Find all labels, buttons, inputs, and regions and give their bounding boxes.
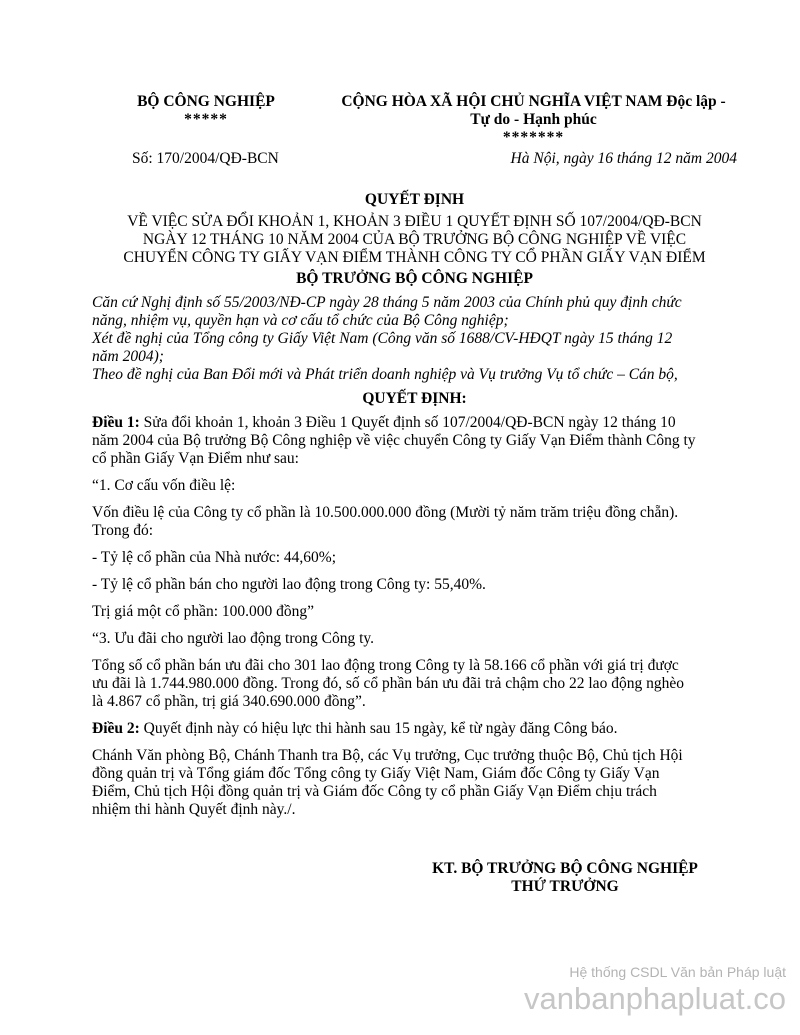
charter-line: Trong đó:: [92, 522, 154, 539]
signature-position: THỨ TRƯỞNG: [511, 878, 619, 895]
clause-3-heading: “3. Ưu đãi cho người lao động trong Công ty.: [92, 630, 375, 647]
preference-line: Tổng số cổ phần bán ưu đãi cho 301 lao động trong Công ty là 58.166 cổ phần với giá trị được: [92, 657, 679, 674]
subject-line: VỀ VIỆC SỬA ĐỔI KHOẢN 1, KHOẢN 3 ĐIỀU 1 QUYẾT ĐỊNH SỐ 107/2004/QĐ-BCN: [127, 213, 702, 230]
responsibility-paragraph: [92, 747, 737, 819]
basis-line: Căn cứ Nghị định số 55/2003/NĐ-CP ngày 28 tháng 5 năm 2003 của Chính phủ quy định chức: [92, 294, 682, 311]
document-title: QUYẾT ĐỊNH: [364, 191, 465, 208]
state-share: - Tỷ lệ cổ phần của Nhà nước: 44,60%;: [92, 549, 337, 566]
document-number: Số: 170/2004/QĐ-BCN: [132, 150, 279, 167]
subject-line: CHUYỂN CÔNG TY GIẤY VẠN ĐIỂM THÀNH CÔNG TY CỔ PHẦN GIẤY VẠN ĐIỂM: [123, 249, 706, 266]
charter-capital: [92, 504, 737, 540]
signature-block: [420, 860, 710, 896]
basis-line: Theo đề nghị của Ban Đổi mới và Phát triển doanh nghiệp và Vụ trưởng Vụ tổ chức – Cán bộ,: [92, 366, 678, 383]
document-header: [92, 93, 737, 173]
article-1-label: Điều 1:: [92, 414, 140, 431]
basis-line: năm 2004);: [92, 348, 164, 365]
ministry-block: [92, 93, 320, 129]
article-2-label: Điều 2:: [92, 720, 140, 737]
article-1-line: năm 2004 của Bộ trưởng Bộ Công nghiệp về việc chuyển Công ty Giấy Vạn Điểm thành Công ty: [92, 432, 696, 449]
decision-heading: QUYẾT ĐỊNH:: [362, 390, 467, 407]
article-1: [92, 414, 737, 468]
ministry-name: BỘ CÔNG NGHIỆP: [137, 93, 275, 110]
signature-title: KT. BỘ TRƯỞNG BỘ CÔNG NGHIỆP: [432, 860, 698, 877]
responsibility-line: nhiệm thi hành Quyết định này./.: [92, 801, 296, 818]
watermark-line-1: Hệ thống CSDL Văn bản Pháp luật: [569, 964, 786, 980]
preference-line: là 4.867 cổ phần, trị giá 340.690.000 đồng”.: [92, 693, 366, 710]
responsibility-line: Chánh Văn phòng Bộ, Chánh Thanh tra Bộ, các Vụ trưởng, Cục trưởng thuộc Bộ, Chủ tịch Hội: [92, 747, 683, 764]
clause-1-heading: “1. Cơ cấu vốn điều lệ:: [92, 477, 236, 494]
republic-line-1: CỘNG HÒA XÃ HỘI CHỦ NGHĨA VIỆT NAM Độc lập -: [341, 93, 726, 110]
article-1-text: Sửa đổi khoản 1, khoản 3 Điều 1 Quyết định số 107/2004/QĐ-BCN ngày 12 tháng 10: [139, 414, 676, 431]
article-1-line: cổ phần Giấy Vạn Điểm như sau:: [92, 450, 299, 467]
article-2-text: Quyết định này có hiệu lực thi hành sau 15 ngày, kể từ ngày đăng Công báo.: [139, 720, 618, 737]
republic-line-2: Tự do - Hạnh phúc: [470, 111, 597, 128]
par-value: Trị giá một cổ phần: 100.000 đồng”: [92, 603, 315, 620]
employee-share: - Tỷ lệ cổ phần bán cho người lao động trong Công ty: 55,40%.: [92, 576, 486, 593]
legal-basis: [92, 294, 737, 384]
subject-line: NGÀY 12 THÁNG 10 NĂM 2004 CỦA BỘ TRƯỞNG BỘ CÔNG NGHIỆP VỀ VIỆC: [142, 231, 687, 248]
republic-stars: *******: [502, 129, 565, 146]
preference-line: ưu đãi là 1.744.980.000 đồng. Trong đó, số cổ phần bán ưu đãi trả chậm cho 22 lao động nghèo: [92, 675, 684, 692]
watermark-line-2: vanbanphapluat.co: [523, 981, 786, 1016]
ministry-stars: *****: [184, 111, 228, 128]
responsibility-line: Điểm, Chủ tịch Hội đồng quản trị và Giám đốc Công ty cổ phần Giấy Vạn Điểm chịu trách: [92, 783, 657, 800]
basis-line: Xét đề nghị của Tổng công ty Giấy Việt Nam (Công văn số 1688/CV-HĐQT ngày 15 tháng 12: [92, 330, 673, 347]
place-date: Hà Nội, ngày 16 tháng 12 năm 2004: [510, 150, 737, 167]
article-2: [92, 720, 737, 738]
preference-paragraph: [92, 657, 737, 711]
basis-line: năng, nhiệm vụ, quyền hạn và cơ cấu tổ chức của Bộ Công nghiệp;: [92, 312, 509, 329]
charter-line: Vốn điều lệ của Công ty cổ phần là 10.500.000.000 đồng (Mười tỷ năm trăm triệu đồng chẵn).: [92, 504, 679, 521]
responsibility-line: đồng quản trị và Tổng giám đốc Tổng công ty Giấy Việt Nam, Giám đốc Công ty Giấy Vạn: [92, 765, 660, 782]
document-page: [92, 93, 737, 819]
document-subject: [92, 213, 737, 267]
issuing-authority: BỘ TRƯỞNG BỘ CÔNG NGHIỆP: [296, 270, 533, 287]
watermark: [524, 963, 786, 1017]
republic-block: [330, 93, 737, 147]
